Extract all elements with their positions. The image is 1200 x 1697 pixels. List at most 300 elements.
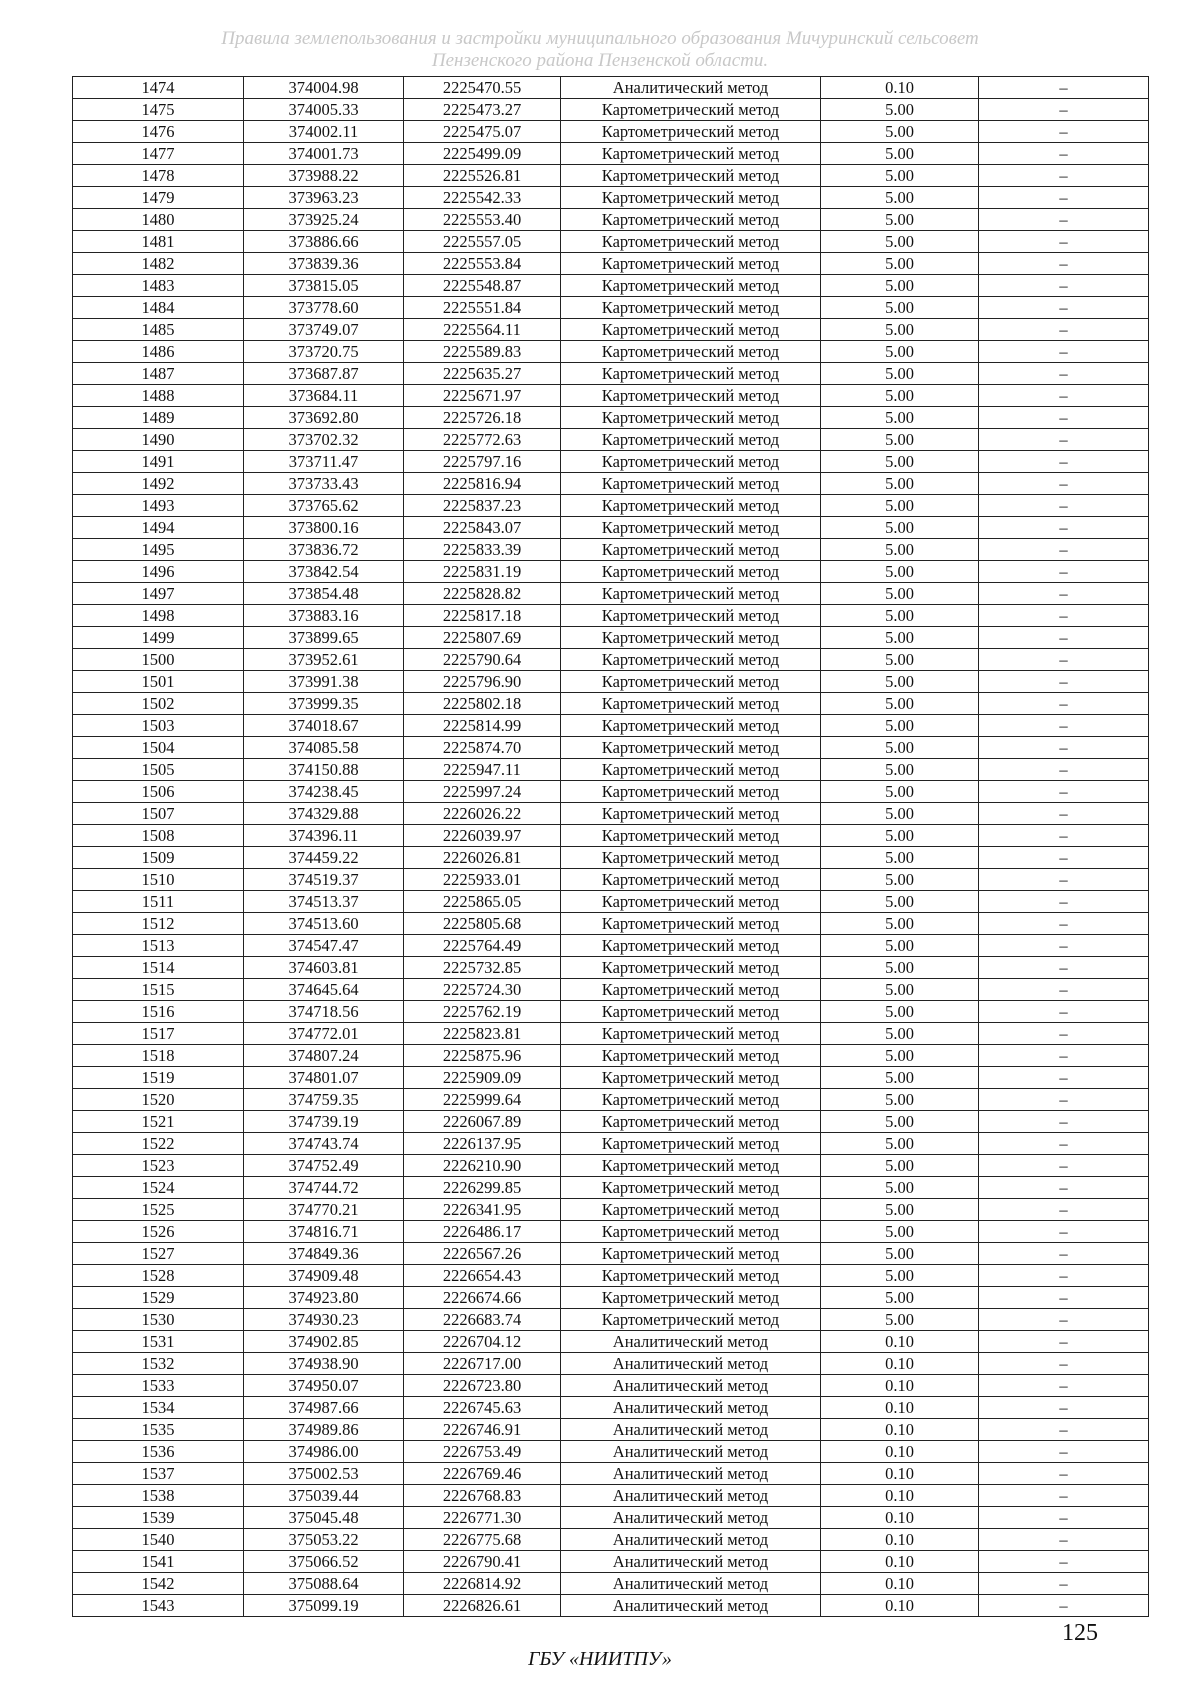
point-number-cell: 1504: [73, 737, 244, 759]
table-row: [73, 231, 1149, 253]
method-cell: Картометрический метод: [561, 781, 821, 803]
accuracy-cell: 5.00: [821, 1221, 979, 1243]
y-coordinate-cell: 2225671.97: [404, 385, 561, 407]
y-coordinate-cell: 2225947.11: [404, 759, 561, 781]
accuracy-cell: 0.10: [821, 1507, 979, 1529]
accuracy-cell: 5.00: [821, 1309, 979, 1331]
x-coordinate-cell: 373687.87: [244, 363, 404, 385]
accuracy-cell: 0.10: [821, 1595, 979, 1617]
x-coordinate-cell: 374744.72: [244, 1177, 404, 1199]
accuracy-cell: 5.00: [821, 121, 979, 143]
method-cell: Картометрический метод: [561, 1045, 821, 1067]
method-cell: Картометрический метод: [561, 671, 821, 693]
y-coordinate-cell: 2226486.17: [404, 1221, 561, 1243]
table-row: [73, 1155, 1149, 1177]
accuracy-cell: 5.00: [821, 319, 979, 341]
x-coordinate-cell: 373720.75: [244, 341, 404, 363]
note-cell: –: [979, 1507, 1149, 1529]
table-row: [73, 385, 1149, 407]
point-number-cell: 1495: [73, 539, 244, 561]
table-row: [73, 1441, 1149, 1463]
y-coordinate-cell: 2226753.49: [404, 1441, 561, 1463]
x-coordinate-cell: 373692.80: [244, 407, 404, 429]
accuracy-cell: 5.00: [821, 1089, 979, 1111]
point-number-cell: 1533: [73, 1375, 244, 1397]
x-coordinate-cell: 375053.22: [244, 1529, 404, 1551]
table-row: [73, 187, 1149, 209]
point-number-cell: 1525: [73, 1199, 244, 1221]
note-cell: –: [979, 803, 1149, 825]
method-cell: Картометрический метод: [561, 143, 821, 165]
x-coordinate-cell: 373836.72: [244, 539, 404, 561]
accuracy-cell: 5.00: [821, 341, 979, 363]
y-coordinate-cell: 2226746.91: [404, 1419, 561, 1441]
accuracy-cell: 5.00: [821, 1133, 979, 1155]
x-coordinate-cell: 374759.35: [244, 1089, 404, 1111]
point-number-cell: 1491: [73, 451, 244, 473]
accuracy-cell: 0.10: [821, 1551, 979, 1573]
method-cell: Картометрический метод: [561, 121, 821, 143]
x-coordinate-cell: 374329.88: [244, 803, 404, 825]
y-coordinate-cell: 2225553.84: [404, 253, 561, 275]
table-row: [73, 1331, 1149, 1353]
table-row: [73, 209, 1149, 231]
y-coordinate-cell: 2225837.23: [404, 495, 561, 517]
table-row: [73, 1243, 1149, 1265]
note-cell: –: [979, 1551, 1149, 1573]
table-row: [73, 319, 1149, 341]
method-cell: Картометрический метод: [561, 1177, 821, 1199]
point-number-cell: 1537: [73, 1463, 244, 1485]
table-row: [73, 1023, 1149, 1045]
point-number-cell: 1524: [73, 1177, 244, 1199]
note-cell: –: [979, 869, 1149, 891]
note-cell: –: [979, 517, 1149, 539]
method-cell: Аналитический метод: [561, 1551, 821, 1573]
x-coordinate-cell: 374718.56: [244, 1001, 404, 1023]
accuracy-cell: 5.00: [821, 1045, 979, 1067]
note-cell: –: [979, 891, 1149, 913]
method-cell: Аналитический метод: [561, 1507, 821, 1529]
table-row: [73, 935, 1149, 957]
accuracy-cell: 5.00: [821, 825, 979, 847]
x-coordinate-cell: 373999.35: [244, 693, 404, 715]
y-coordinate-cell: 2225499.09: [404, 143, 561, 165]
x-coordinate-cell: 374849.36: [244, 1243, 404, 1265]
y-coordinate-cell: 2225814.99: [404, 715, 561, 737]
note-cell: –: [979, 99, 1149, 121]
point-number-cell: 1496: [73, 561, 244, 583]
y-coordinate-cell: 2225875.96: [404, 1045, 561, 1067]
accuracy-cell: 5.00: [821, 143, 979, 165]
point-number-cell: 1508: [73, 825, 244, 847]
method-cell: Картометрический метод: [561, 957, 821, 979]
y-coordinate-cell: 2226026.81: [404, 847, 561, 869]
method-cell: Картометрический метод: [561, 319, 821, 341]
accuracy-cell: 5.00: [821, 451, 979, 473]
table-row: [73, 1419, 1149, 1441]
accuracy-cell: 5.00: [821, 517, 979, 539]
accuracy-cell: 0.10: [821, 1463, 979, 1485]
x-coordinate-cell: 374923.80: [244, 1287, 404, 1309]
method-cell: Картометрический метод: [561, 1023, 821, 1045]
note-cell: –: [979, 1331, 1149, 1353]
table-row: [73, 847, 1149, 869]
table-row: [73, 451, 1149, 473]
method-cell: Картометрический метод: [561, 407, 821, 429]
x-coordinate-cell: 373702.32: [244, 429, 404, 451]
point-number-cell: 1488: [73, 385, 244, 407]
x-coordinate-cell: 374645.64: [244, 979, 404, 1001]
note-cell: –: [979, 1353, 1149, 1375]
note-cell: –: [979, 1463, 1149, 1485]
point-number-cell: 1532: [73, 1353, 244, 1375]
table-row: [73, 253, 1149, 275]
method-cell: Картометрический метод: [561, 1155, 821, 1177]
method-cell: Картометрический метод: [561, 803, 821, 825]
x-coordinate-cell: 374807.24: [244, 1045, 404, 1067]
table-row: [73, 759, 1149, 781]
method-cell: Аналитический метод: [561, 1463, 821, 1485]
point-number-cell: 1510: [73, 869, 244, 891]
table-row: [73, 363, 1149, 385]
y-coordinate-cell: 2225724.30: [404, 979, 561, 1001]
y-coordinate-cell: 2225473.27: [404, 99, 561, 121]
accuracy-cell: 0.10: [821, 1353, 979, 1375]
x-coordinate-cell: 374989.86: [244, 1419, 404, 1441]
y-coordinate-cell: 2225999.64: [404, 1089, 561, 1111]
point-number-cell: 1478: [73, 165, 244, 187]
accuracy-cell: 5.00: [821, 649, 979, 671]
accuracy-cell: 5.00: [821, 1287, 979, 1309]
table-row: [73, 583, 1149, 605]
point-number-cell: 1500: [73, 649, 244, 671]
y-coordinate-cell: 2226341.95: [404, 1199, 561, 1221]
table-row: [73, 1045, 1149, 1067]
accuracy-cell: 0.10: [821, 1331, 979, 1353]
accuracy-cell: 0.10: [821, 1441, 979, 1463]
y-coordinate-cell: 2225726.18: [404, 407, 561, 429]
page-footer: ГБУ «НИИТПУ»: [528, 1648, 672, 1670]
method-cell: Картометрический метод: [561, 275, 821, 297]
header-line-2: Пензенского района Пензенской области.: [431, 50, 769, 71]
point-number-cell: 1501: [73, 671, 244, 693]
x-coordinate-cell: 373778.60: [244, 297, 404, 319]
x-coordinate-cell: 374743.74: [244, 1133, 404, 1155]
accuracy-cell: 5.00: [821, 869, 979, 891]
point-number-cell: 1474: [73, 77, 244, 99]
note-cell: –: [979, 979, 1149, 1001]
note-cell: –: [979, 429, 1149, 451]
accuracy-cell: 5.00: [821, 253, 979, 275]
point-number-cell: 1530: [73, 1309, 244, 1331]
note-cell: –: [979, 913, 1149, 935]
table-row: [73, 605, 1149, 627]
method-cell: Картометрический метод: [561, 1199, 821, 1221]
method-cell: Аналитический метод: [561, 1441, 821, 1463]
method-cell: Картометрический метод: [561, 1001, 821, 1023]
table-row: [73, 1265, 1149, 1287]
note-cell: –: [979, 1243, 1149, 1265]
y-coordinate-cell: 2226067.89: [404, 1111, 561, 1133]
y-coordinate-cell: 2226745.63: [404, 1397, 561, 1419]
x-coordinate-cell: 374603.81: [244, 957, 404, 979]
accuracy-cell: 0.10: [821, 1397, 979, 1419]
note-cell: –: [979, 781, 1149, 803]
method-cell: Картометрический метод: [561, 99, 821, 121]
accuracy-cell: 5.00: [821, 737, 979, 759]
x-coordinate-cell: 373684.11: [244, 385, 404, 407]
point-number-cell: 1480: [73, 209, 244, 231]
method-cell: Картометрический метод: [561, 495, 821, 517]
accuracy-cell: 5.00: [821, 407, 979, 429]
note-cell: –: [979, 1023, 1149, 1045]
y-coordinate-cell: 2225548.87: [404, 275, 561, 297]
table-row: [73, 1309, 1149, 1331]
point-number-cell: 1487: [73, 363, 244, 385]
table-row: [73, 781, 1149, 803]
method-cell: Картометрический метод: [561, 297, 821, 319]
table-row: [73, 627, 1149, 649]
note-cell: –: [979, 1067, 1149, 1089]
point-number-cell: 1519: [73, 1067, 244, 1089]
table-row: [73, 825, 1149, 847]
coordinates-table-body: [73, 77, 1149, 1617]
y-coordinate-cell: 2225816.94: [404, 473, 561, 495]
y-coordinate-cell: 2225732.85: [404, 957, 561, 979]
y-coordinate-cell: 2225635.27: [404, 363, 561, 385]
note-cell: –: [979, 297, 1149, 319]
accuracy-cell: 0.10: [821, 1375, 979, 1397]
note-cell: –: [979, 451, 1149, 473]
note-cell: –: [979, 847, 1149, 869]
note-cell: –: [979, 649, 1149, 671]
accuracy-cell: 5.00: [821, 891, 979, 913]
y-coordinate-cell: 2226790.41: [404, 1551, 561, 1573]
accuracy-cell: 5.00: [821, 561, 979, 583]
table-row: [73, 275, 1149, 297]
method-cell: Картометрический метод: [561, 187, 821, 209]
table-row: [73, 1397, 1149, 1419]
point-number-cell: 1484: [73, 297, 244, 319]
y-coordinate-cell: 2225831.19: [404, 561, 561, 583]
point-number-cell: 1539: [73, 1507, 244, 1529]
table-row: [73, 1507, 1149, 1529]
y-coordinate-cell: 2225526.81: [404, 165, 561, 187]
note-cell: –: [979, 671, 1149, 693]
note-cell: –: [979, 737, 1149, 759]
y-coordinate-cell: 2226299.85: [404, 1177, 561, 1199]
x-coordinate-cell: 375039.44: [244, 1485, 404, 1507]
y-coordinate-cell: 2225843.07: [404, 517, 561, 539]
point-number-cell: 1521: [73, 1111, 244, 1133]
note-cell: –: [979, 385, 1149, 407]
point-number-cell: 1514: [73, 957, 244, 979]
y-coordinate-cell: 2226769.46: [404, 1463, 561, 1485]
method-cell: Аналитический метод: [561, 1353, 821, 1375]
point-number-cell: 1486: [73, 341, 244, 363]
method-cell: Картометрический метод: [561, 847, 821, 869]
table-row: [73, 1485, 1149, 1507]
y-coordinate-cell: 2225790.64: [404, 649, 561, 671]
method-cell: Картометрический метод: [561, 935, 821, 957]
table-row: [73, 715, 1149, 737]
y-coordinate-cell: 2225553.40: [404, 209, 561, 231]
point-number-cell: 1475: [73, 99, 244, 121]
accuracy-cell: 0.10: [821, 1419, 979, 1441]
note-cell: –: [979, 1265, 1149, 1287]
x-coordinate-cell: 375099.19: [244, 1595, 404, 1617]
table-row: [73, 143, 1149, 165]
x-coordinate-cell: 373711.47: [244, 451, 404, 473]
note-cell: –: [979, 363, 1149, 385]
point-number-cell: 1512: [73, 913, 244, 935]
method-cell: Картометрический метод: [561, 869, 821, 891]
method-cell: Картометрический метод: [561, 1221, 821, 1243]
accuracy-cell: 5.00: [821, 935, 979, 957]
method-cell: Картометрический метод: [561, 979, 821, 1001]
method-cell: Картометрический метод: [561, 231, 821, 253]
method-cell: Картометрический метод: [561, 583, 821, 605]
table-row: [73, 165, 1149, 187]
y-coordinate-cell: 2226771.30: [404, 1507, 561, 1529]
method-cell: Картометрический метод: [561, 165, 821, 187]
method-cell: Картометрический метод: [561, 627, 821, 649]
point-number-cell: 1482: [73, 253, 244, 275]
point-number-cell: 1507: [73, 803, 244, 825]
y-coordinate-cell: 2225764.49: [404, 935, 561, 957]
accuracy-cell: 5.00: [821, 473, 979, 495]
point-number-cell: 1536: [73, 1441, 244, 1463]
accuracy-cell: 5.00: [821, 1111, 979, 1133]
note-cell: –: [979, 319, 1149, 341]
method-cell: Картометрический метод: [561, 517, 821, 539]
accuracy-cell: 5.00: [821, 165, 979, 187]
accuracy-cell: 0.10: [821, 1573, 979, 1595]
point-number-cell: 1516: [73, 1001, 244, 1023]
x-coordinate-cell: 374002.11: [244, 121, 404, 143]
note-cell: –: [979, 1573, 1149, 1595]
y-coordinate-cell: 2225997.24: [404, 781, 561, 803]
y-coordinate-cell: 2226567.26: [404, 1243, 561, 1265]
x-coordinate-cell: 375088.64: [244, 1573, 404, 1595]
accuracy-cell: 5.00: [821, 1265, 979, 1287]
note-cell: –: [979, 1045, 1149, 1067]
x-coordinate-cell: 373749.07: [244, 319, 404, 341]
point-number-cell: 1506: [73, 781, 244, 803]
method-cell: Картометрический метод: [561, 1067, 821, 1089]
note-cell: –: [979, 1397, 1149, 1419]
page-number: 125: [1062, 1620, 1098, 1646]
note-cell: –: [979, 231, 1149, 253]
table-row: [73, 693, 1149, 715]
x-coordinate-cell: 375045.48: [244, 1507, 404, 1529]
method-cell: Картометрический метод: [561, 253, 821, 275]
table-row: [73, 561, 1149, 583]
accuracy-cell: 5.00: [821, 297, 979, 319]
note-cell: –: [979, 561, 1149, 583]
note-cell: –: [979, 1287, 1149, 1309]
point-number-cell: 1499: [73, 627, 244, 649]
x-coordinate-cell: 374519.37: [244, 869, 404, 891]
point-number-cell: 1511: [73, 891, 244, 913]
y-coordinate-cell: 2225828.82: [404, 583, 561, 605]
table-row: [73, 1001, 1149, 1023]
note-cell: –: [979, 407, 1149, 429]
table-row: [73, 737, 1149, 759]
note-cell: –: [979, 143, 1149, 165]
accuracy-cell: 5.00: [821, 187, 979, 209]
table-row: [73, 341, 1149, 363]
table-row: [73, 869, 1149, 891]
point-number-cell: 1535: [73, 1419, 244, 1441]
method-cell: Картометрический метод: [561, 1133, 821, 1155]
accuracy-cell: 5.00: [821, 495, 979, 517]
point-number-cell: 1528: [73, 1265, 244, 1287]
method-cell: Картометрический метод: [561, 1309, 821, 1331]
accuracy-cell: 5.00: [821, 1199, 979, 1221]
note-cell: –: [979, 165, 1149, 187]
y-coordinate-cell: 2226039.97: [404, 825, 561, 847]
note-cell: –: [979, 341, 1149, 363]
y-coordinate-cell: 2226704.12: [404, 1331, 561, 1353]
note-cell: –: [979, 1375, 1149, 1397]
y-coordinate-cell: 2225762.19: [404, 1001, 561, 1023]
note-cell: –: [979, 825, 1149, 847]
y-coordinate-cell: 2226683.74: [404, 1309, 561, 1331]
x-coordinate-cell: 375002.53: [244, 1463, 404, 1485]
y-coordinate-cell: 2225865.05: [404, 891, 561, 913]
y-coordinate-cell: 2225909.09: [404, 1067, 561, 1089]
table-row: [73, 517, 1149, 539]
x-coordinate-cell: 373925.24: [244, 209, 404, 231]
y-coordinate-cell: 2225557.05: [404, 231, 561, 253]
x-coordinate-cell: 374513.60: [244, 913, 404, 935]
table-row: [73, 99, 1149, 121]
table-row: [73, 1463, 1149, 1485]
note-cell: –: [979, 715, 1149, 737]
method-cell: Картометрический метод: [561, 891, 821, 913]
method-cell: Картометрический метод: [561, 209, 821, 231]
accuracy-cell: 5.00: [821, 539, 979, 561]
point-number-cell: 1493: [73, 495, 244, 517]
method-cell: Картометрический метод: [561, 539, 821, 561]
y-coordinate-cell: 2225833.39: [404, 539, 561, 561]
point-number-cell: 1481: [73, 231, 244, 253]
point-number-cell: 1527: [73, 1243, 244, 1265]
accuracy-cell: 5.00: [821, 583, 979, 605]
y-coordinate-cell: 2225475.07: [404, 121, 561, 143]
y-coordinate-cell: 2225551.84: [404, 297, 561, 319]
y-coordinate-cell: 2225589.83: [404, 341, 561, 363]
point-number-cell: 1479: [73, 187, 244, 209]
x-coordinate-cell: 373765.62: [244, 495, 404, 517]
x-coordinate-cell: 374909.48: [244, 1265, 404, 1287]
point-number-cell: 1503: [73, 715, 244, 737]
point-number-cell: 1520: [73, 1089, 244, 1111]
method-cell: Картометрический метод: [561, 825, 821, 847]
point-number-cell: 1534: [73, 1397, 244, 1419]
accuracy-cell: 5.00: [821, 1023, 979, 1045]
note-cell: –: [979, 1089, 1149, 1111]
method-cell: Картометрический метод: [561, 1089, 821, 1111]
coordinates-table: [72, 76, 1149, 1617]
x-coordinate-cell: 374770.21: [244, 1199, 404, 1221]
x-coordinate-cell: 374739.19: [244, 1111, 404, 1133]
note-cell: –: [979, 1001, 1149, 1023]
x-coordinate-cell: 373733.43: [244, 473, 404, 495]
table-row: [73, 539, 1149, 561]
